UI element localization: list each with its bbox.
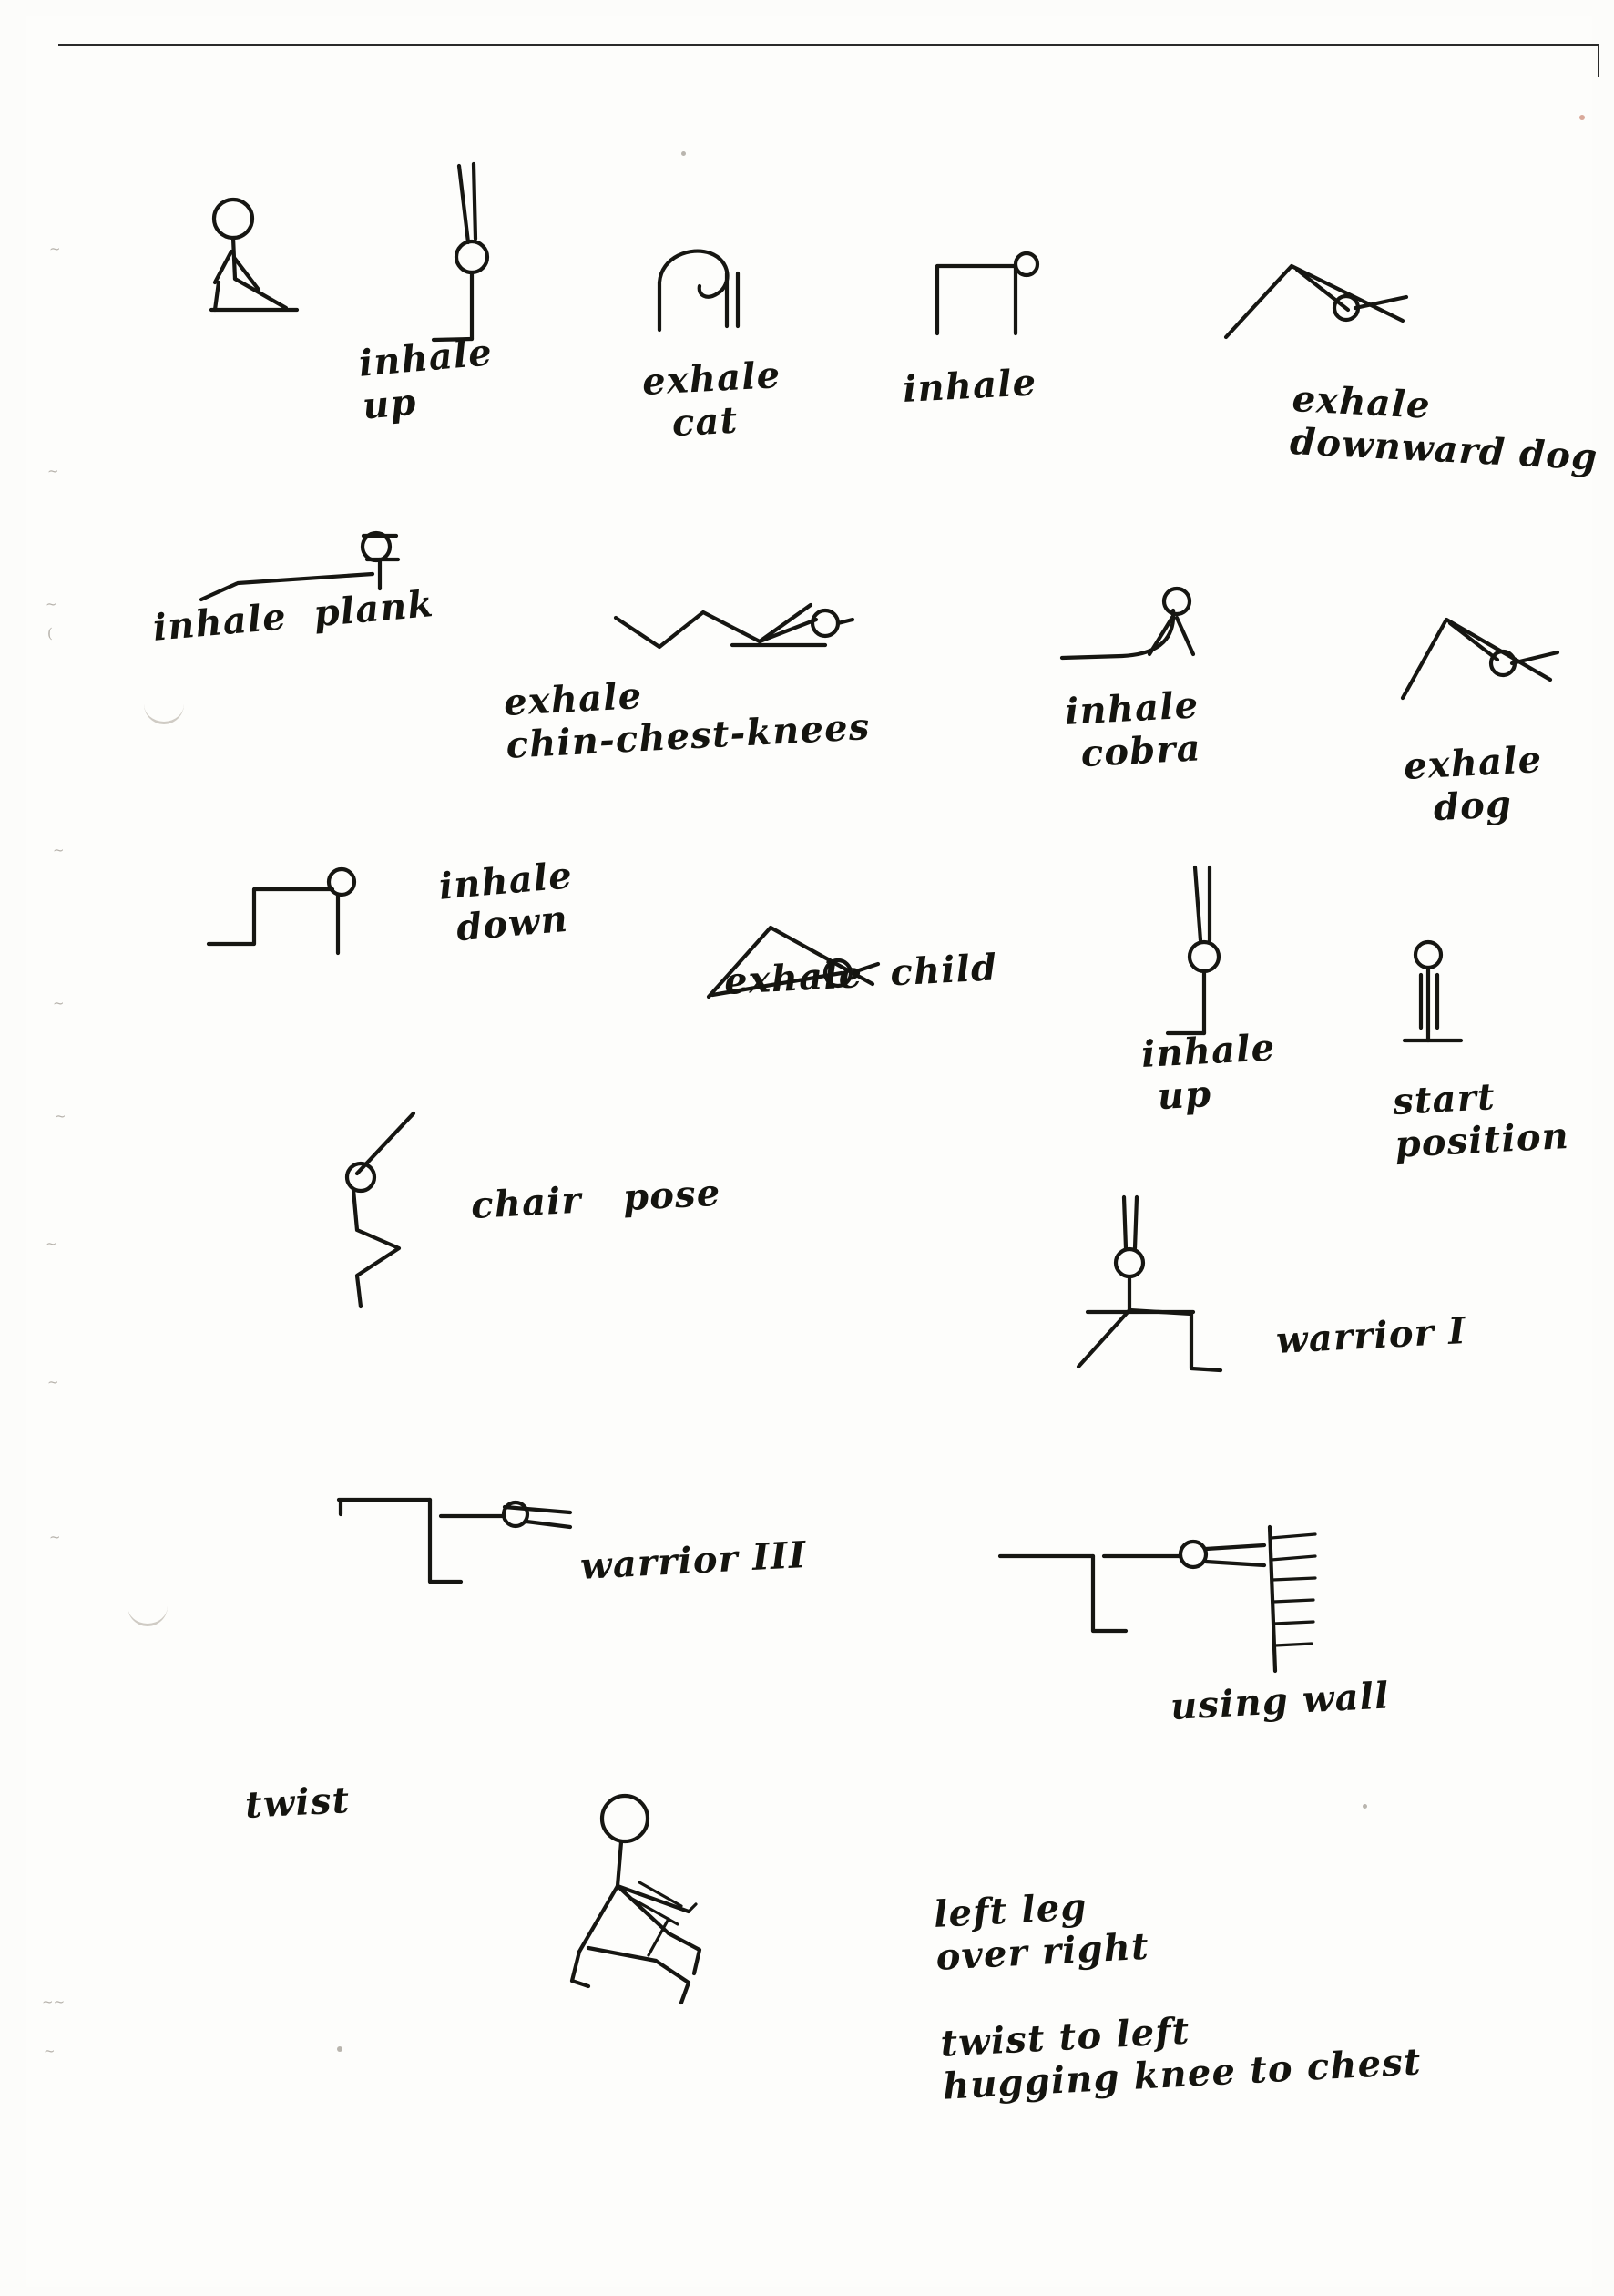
margin-scuff: ~ xyxy=(53,995,65,1011)
margin-scuff: ~ xyxy=(46,1235,57,1252)
binder-punch-mark xyxy=(144,702,184,724)
margin-scuff: ~ xyxy=(49,241,61,257)
label-chair-pose: chair pose xyxy=(470,1171,722,1227)
top-border-line xyxy=(58,44,1599,46)
figure-inhale-tabletop xyxy=(932,250,1087,350)
figure-warrior-1 xyxy=(1073,1192,1301,1392)
paper-speck xyxy=(337,2046,342,2052)
label-exhale-cat: exhale cat xyxy=(641,354,782,447)
figure-exhale-dog xyxy=(1390,607,1581,707)
binder-punch-mark xyxy=(128,1604,168,1626)
margin-scuff: ~ xyxy=(47,1374,59,1390)
label-inhale: inhale xyxy=(902,361,1038,411)
label-exhale-child: exhale child xyxy=(723,946,999,1003)
label-inhale-plank: inhale plank xyxy=(151,582,436,650)
label-warrior-1: warrior I xyxy=(1275,1309,1468,1362)
paper-speck xyxy=(1579,115,1585,120)
label-inhale-down: inhale down xyxy=(437,854,575,951)
label-using-wall: using wall xyxy=(1170,1674,1391,1728)
label-exhale-downward-dog: exhale downward dog xyxy=(1289,377,1599,479)
paper-sheet xyxy=(26,16,1599,2287)
margin-scuff: ( xyxy=(47,625,53,641)
label-start-position: start position xyxy=(1392,1075,1571,1167)
figure-warrior-3-wall xyxy=(991,1525,1374,1689)
figure-twist xyxy=(561,1791,798,2046)
figure-inhale-up-2 xyxy=(1157,864,1284,1037)
figure-start-position xyxy=(1390,937,1499,1073)
right-corner-line xyxy=(1598,44,1599,77)
label-twist: twist xyxy=(244,1778,352,1827)
label-inhale-cobra: inhale cobra xyxy=(1064,683,1202,777)
paper-speck xyxy=(681,151,686,156)
margin-scuff: ~ xyxy=(49,1529,61,1545)
figure-warrior-3 xyxy=(326,1487,618,1605)
figure-downward-dog xyxy=(1210,253,1437,354)
margin-scuff: ~ xyxy=(55,1108,66,1124)
figure-exhale-cat xyxy=(654,242,818,352)
margin-scuff: ~ xyxy=(44,2043,56,2059)
margin-scuff: ~~ xyxy=(42,1994,66,2010)
margin-scuff: ~ xyxy=(53,842,65,858)
label-exhale-chin-chest-knees: exhale chin-chest-knees xyxy=(503,674,872,768)
figure-cobra xyxy=(1055,589,1255,698)
figure-inhale-down xyxy=(203,864,385,973)
figure-inhale-up xyxy=(426,160,545,333)
paper-speck xyxy=(1363,1804,1367,1809)
label-warrior-3: warrior III xyxy=(579,1532,808,1588)
label-inhale-up-2: inhale up xyxy=(1140,1026,1277,1120)
figure-start-kneeling xyxy=(195,195,332,341)
margin-scuff: ~ xyxy=(47,463,59,479)
label-twist-notes: left leg over right twist to left hugging knee to chest xyxy=(933,1885,1423,2108)
label-inhale-up: inhale up xyxy=(357,331,495,428)
margin-scuff: ~ xyxy=(46,596,57,612)
label-exhale-dog: exhale dog xyxy=(1403,738,1544,832)
